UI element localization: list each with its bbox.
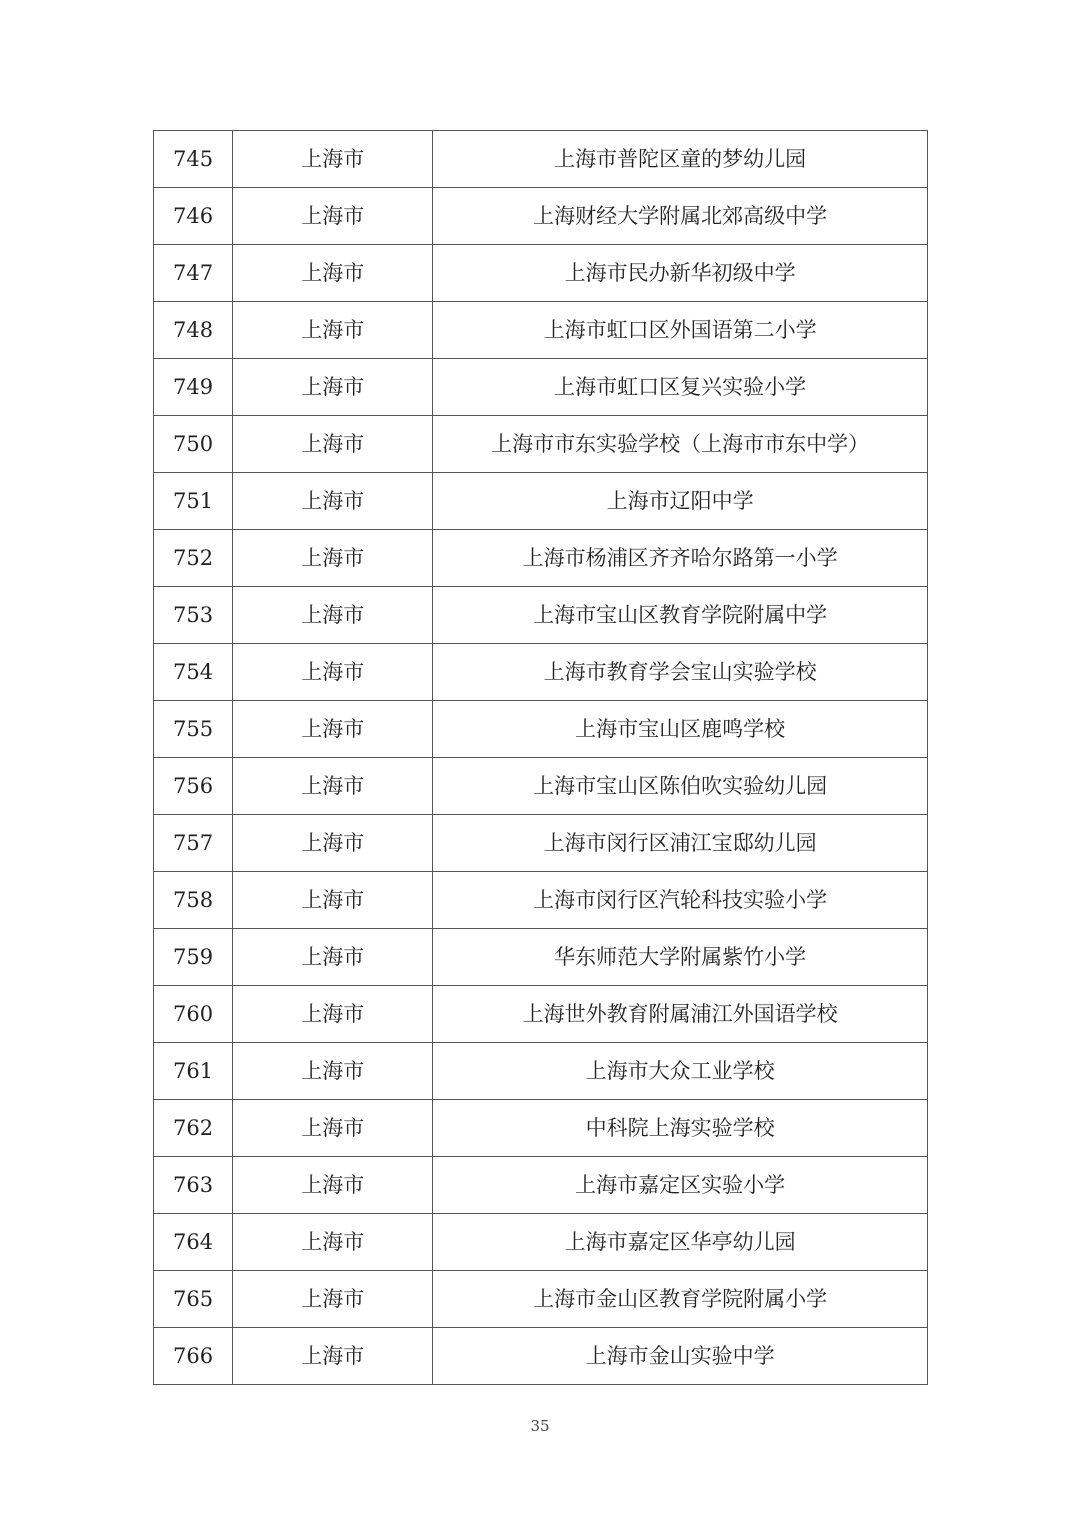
school-name-cell: 上海世外教育附属浦江外国语学校 xyxy=(433,986,928,1043)
city-cell: 上海市 xyxy=(233,986,433,1043)
table-row xyxy=(154,416,928,473)
row-number-cell: 747 xyxy=(154,245,233,302)
city-cell: 上海市 xyxy=(233,530,433,587)
school-name-cell: 上海市民办新华初级中学 xyxy=(433,245,928,302)
table-row xyxy=(154,644,928,701)
row-number-cell: 748 xyxy=(154,302,233,359)
table-row xyxy=(154,359,928,416)
school-name-cell: 上海市金山实验中学 xyxy=(433,1328,928,1385)
school-name-cell: 上海市辽阳中学 xyxy=(433,473,928,530)
city-cell: 上海市 xyxy=(233,1157,433,1214)
city-cell: 上海市 xyxy=(233,1043,433,1100)
city-cell: 上海市 xyxy=(233,1100,433,1157)
school-name-cell: 上海市宝山区教育学院附属中学 xyxy=(433,587,928,644)
city-cell: 上海市 xyxy=(233,359,433,416)
city-cell: 上海市 xyxy=(233,1328,433,1385)
row-number-cell: 751 xyxy=(154,473,233,530)
row-number-cell: 746 xyxy=(154,188,233,245)
row-number-cell: 749 xyxy=(154,359,233,416)
row-number-cell: 762 xyxy=(154,1100,233,1157)
city-cell: 上海市 xyxy=(233,644,433,701)
city-cell: 上海市 xyxy=(233,1271,433,1328)
school-name-cell: 上海市闵行区浦江宝邸幼儿园 xyxy=(433,815,928,872)
table-row xyxy=(154,1214,928,1271)
table-row xyxy=(154,872,928,929)
school-name-cell: 上海市普陀区童的梦幼儿园 xyxy=(433,131,928,188)
school-name-cell: 上海市金山区教育学院附属小学 xyxy=(433,1271,928,1328)
city-cell: 上海市 xyxy=(233,131,433,188)
row-number-cell: 757 xyxy=(154,815,233,872)
row-number-cell: 763 xyxy=(154,1157,233,1214)
school-name-cell: 上海市大众工业学校 xyxy=(433,1043,928,1100)
table-row xyxy=(154,815,928,872)
table-body xyxy=(154,131,928,1385)
row-number-cell: 761 xyxy=(154,1043,233,1100)
table-row xyxy=(154,1043,928,1100)
row-number-cell: 755 xyxy=(154,701,233,758)
row-number-cell: 750 xyxy=(154,416,233,473)
school-name-cell: 上海市宝山区鹿鸣学校 xyxy=(433,701,928,758)
table-row xyxy=(154,1100,928,1157)
table-row xyxy=(154,1271,928,1328)
school-name-cell: 上海市教育学会宝山实验学校 xyxy=(433,644,928,701)
table-row xyxy=(154,758,928,815)
row-number-cell: 754 xyxy=(154,644,233,701)
school-name-cell: 上海市市东实验学校（上海市市东中学） xyxy=(433,416,928,473)
city-cell: 上海市 xyxy=(233,188,433,245)
city-cell: 上海市 xyxy=(233,1214,433,1271)
table-row xyxy=(154,131,928,188)
city-cell: 上海市 xyxy=(233,416,433,473)
row-number-cell: 764 xyxy=(154,1214,233,1271)
table-row xyxy=(154,188,928,245)
school-name-cell: 上海市虹口区外国语第二小学 xyxy=(433,302,928,359)
table-row xyxy=(154,1157,928,1214)
table-row xyxy=(154,245,928,302)
table-row xyxy=(154,302,928,359)
row-number-cell: 760 xyxy=(154,986,233,1043)
row-number-cell: 759 xyxy=(154,929,233,986)
table-row xyxy=(154,587,928,644)
city-cell: 上海市 xyxy=(233,929,433,986)
page-number: 35 xyxy=(530,1417,550,1435)
school-name-cell: 上海市杨浦区齐齐哈尔路第一小学 xyxy=(433,530,928,587)
row-number-cell: 752 xyxy=(154,530,233,587)
row-number-cell: 766 xyxy=(154,1328,233,1385)
city-cell: 上海市 xyxy=(233,587,433,644)
city-cell: 上海市 xyxy=(233,302,433,359)
city-cell: 上海市 xyxy=(233,815,433,872)
school-name-cell: 上海市宝山区陈伯吹实验幼儿园 xyxy=(433,758,928,815)
city-cell: 上海市 xyxy=(233,701,433,758)
table-row xyxy=(154,929,928,986)
row-number-cell: 758 xyxy=(154,872,233,929)
table-row xyxy=(154,1328,928,1385)
row-number-cell: 753 xyxy=(154,587,233,644)
school-name-cell: 上海财经大学附属北郊高级中学 xyxy=(433,188,928,245)
school-list-table xyxy=(153,130,928,1385)
city-cell: 上海市 xyxy=(233,473,433,530)
school-name-cell: 上海市嘉定区华亭幼儿园 xyxy=(433,1214,928,1271)
school-name-cell: 上海市嘉定区实验小学 xyxy=(433,1157,928,1214)
city-cell: 上海市 xyxy=(233,872,433,929)
city-cell: 上海市 xyxy=(233,245,433,302)
school-name-cell: 华东师范大学附属紫竹小学 xyxy=(433,929,928,986)
school-name-cell: 上海市虹口区复兴实验小学 xyxy=(433,359,928,416)
city-cell: 上海市 xyxy=(233,758,433,815)
school-name-cell: 中科院上海实验学校 xyxy=(433,1100,928,1157)
table-row xyxy=(154,530,928,587)
table-row xyxy=(154,986,928,1043)
row-number-cell: 765 xyxy=(154,1271,233,1328)
table-row xyxy=(154,473,928,530)
table-row xyxy=(154,701,928,758)
row-number-cell: 756 xyxy=(154,758,233,815)
school-name-cell: 上海市闵行区汽轮科技实验小学 xyxy=(433,872,928,929)
row-number-cell: 745 xyxy=(154,131,233,188)
